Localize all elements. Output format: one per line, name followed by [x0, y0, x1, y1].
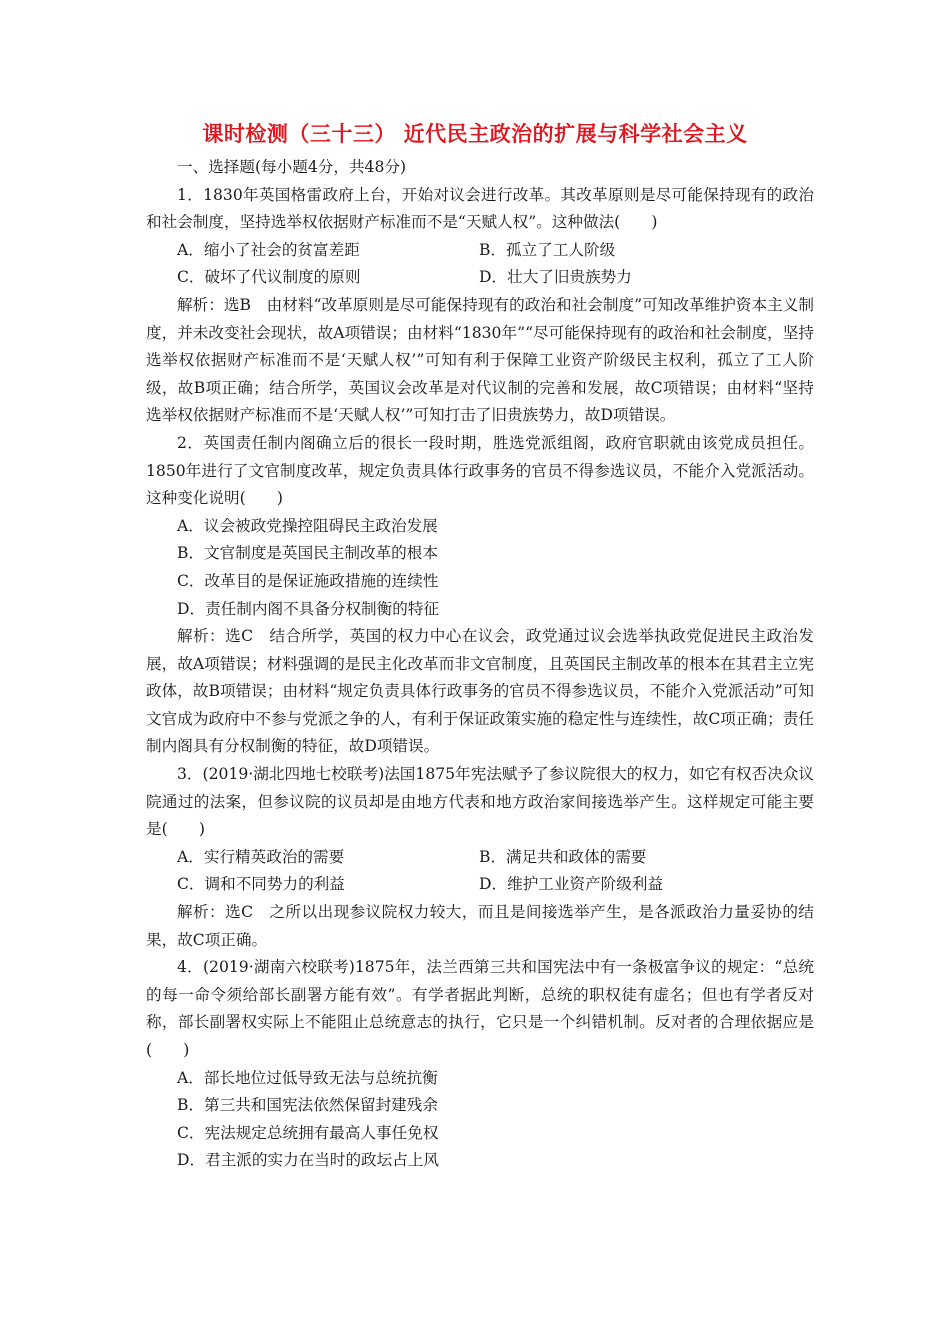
option-a: A．议会被政党操控阻碍民主政治发展 [177, 516, 438, 535]
answer-analysis: 解析：选B 由材料“改革原则是尽可能保持现有的政治和社会制度”可知改革维护资本主义制度，并未改变社会现状，故A项错误；由材料“1830年”“尽可能保持现有的政治和社会制度，坚持选举权依据财产标准而不是‘天赋人权’”可知有利于保障工业资产阶级民主权利，孤立了工人阶级，故B项正确；结合所学，英国议会改革是对代议制的完善和发展，故C项错误；由材料“坚持选举权依据财产标准而不是‘天赋人权’”可知打击了旧贵族势力，故D项错误。 [146, 295, 814, 425]
option-b: B．孤立了工人阶级 [479, 240, 616, 259]
option-a: A．缩小了社会的贫富差距 [177, 240, 360, 259]
page-title: 课时检测（三十三） 近代民主政治的扩展与科学社会主义 [202, 121, 748, 146]
option-b: B．满足共和政体的需要 [479, 847, 647, 866]
question-stem: 1．1830年英国格雷政府上台，开始对议会进行改革。其改革原则是尽可能保持现有的政治和社会制度，坚持选举权依据财产标准而不是“天赋人权”。这种做法( ) [146, 185, 814, 232]
option-c: C．调和不同势力的利益 [177, 875, 345, 894]
document-body [146, 154, 814, 1175]
option-d: D．维护工业资产阶级利益 [479, 875, 664, 894]
option-d: D．壮大了旧贵族势力 [479, 268, 632, 287]
question-stem: 2．英国责任制内阁确立后的很长一段时期，胜选党派组阁，政府官职就由该党成员担任。1850年进行了文官制度改革，规定负责具体行政事务的官员不得参选议员，不能介入党派活动。这种变化说明( ) [146, 433, 814, 508]
option-a: A．部长地位过低导致无法与总统抗衡 [177, 1068, 438, 1087]
answer-analysis: 解析：选C 之所以出现参议院权力较大，而且是间接选举产生，是各派政治力量妥协的结果，故C项正确。 [146, 903, 814, 949]
option-c: C．破坏了代议制度的原则 [177, 268, 361, 287]
option-c: C．宪法规定总统拥有最高人事任免权 [177, 1123, 439, 1142]
option-d: D．君主派的实力在当时的政坛占上风 [177, 1151, 440, 1170]
answer-analysis: 解析：选C 结合所学，英国的权力中心在议会，政党通过议会选举执政党促进民主政治发展，故A项错误；材料强调的是民主化改革而非文官制度，且英国民主制改革的根本在其君主立宪政体，故B项错误；由材料“规定负责具体行政事务的官员不得参选议员，不能介入党派活动”可知文官成为政府中不参与党派之争的人，有利于保证政策实施的稳定性与连续性，故C项正确；责任制内阁具有分权制衡的特征，故D项错误。 [146, 627, 814, 756]
option-b: B．文官制度是英国民主制改革的根本 [177, 544, 438, 563]
question-stem: 3．(2019·湖北四地七校联考)法国1875年宪法赋予了参议院很大的权力，如它有权否决众议院通过的法案，但参议院的议员却是由地方代表和地方政治家间接选举产生。这样规定可能主要是( ) [146, 765, 814, 839]
question-stem: 4．(2019·湖南六校联考)1875年，法兰西第三共和国宪法中有一条极富争议的规定：“总统的每一命令须给部长副署方能有效”。有学者据此判断，总统的职权徒有虚名；但也有学者反对称，部长副署权实际上不能阻止总统意志的执行，它只是一个纠错机制。反对者的合理依据应是( ) [146, 958, 814, 1059]
option-b: B．第三共和国宪法依然保留封建残余 [177, 1096, 438, 1115]
option-a: A．实行精英政治的需要 [177, 847, 345, 866]
option-row [146, 844, 814, 872]
option-row [146, 871, 814, 899]
option-c: C．改革目的是保证施政措施的连续性 [177, 571, 439, 590]
option-row [146, 237, 814, 265]
option-row [146, 264, 814, 292]
section-heading: 一、选择题(每小题4分，共48分) [177, 158, 407, 176]
option-d: D．责任制内阁不具备分权制衡的特征 [177, 599, 440, 618]
